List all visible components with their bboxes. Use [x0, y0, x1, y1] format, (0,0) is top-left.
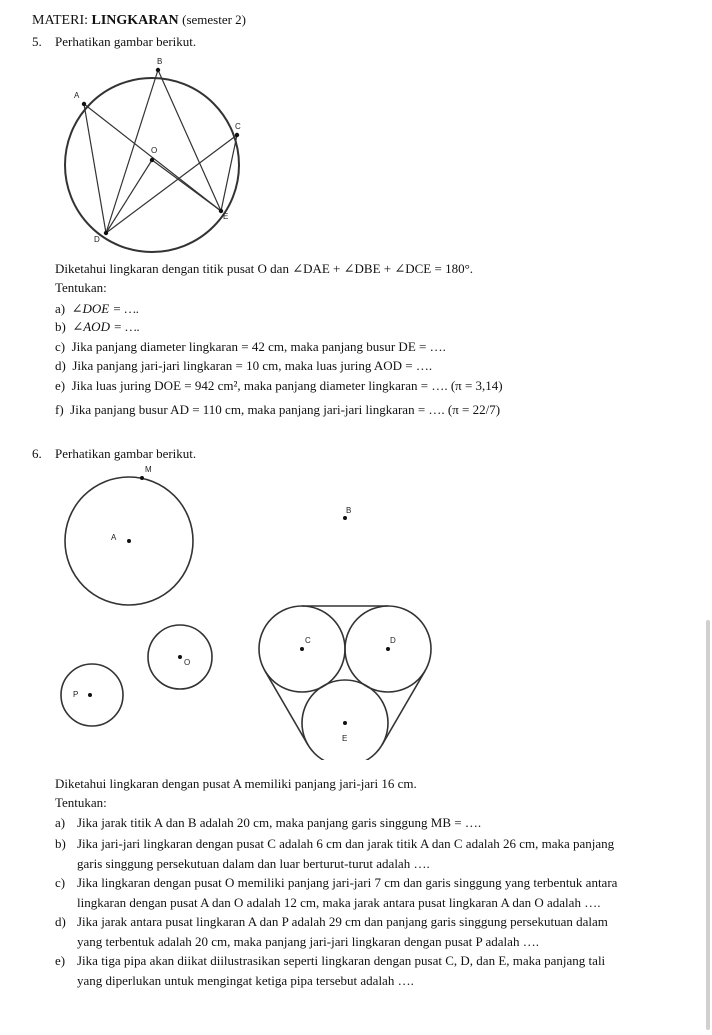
q6-label-P: P — [73, 690, 79, 699]
q5-line-CD — [106, 135, 237, 233]
q6-given: Diketahui lingkaran dengan pusat A memiliki panjang jari-jari 16 cm. — [55, 776, 417, 791]
q6-rope-left — [265, 671, 308, 745]
q5-label-B: B — [157, 57, 163, 66]
q6-tentukan: Tentukan: — [55, 795, 107, 810]
q6-label-E: E — [342, 734, 348, 743]
q5-point-O — [150, 158, 154, 162]
q6-number: 6. — [32, 446, 42, 461]
q6-point-C — [300, 647, 304, 651]
q5-line-OD — [106, 160, 152, 233]
q5-item-b: b) ∠AOD = …. — [55, 319, 141, 334]
q6-circles-figure — [55, 460, 440, 760]
q6-item-e: e) Jika tiga pipa akan diikat diilustrasikan seperti lingkaran dengan pusat C, D, dan E, maka panjang tali yang diperlukan untuk mengingat ketiga pipa tersebut adalah …. — [55, 953, 606, 988]
q6-point-P — [88, 693, 92, 697]
q6-item-c: c) Jika lingkaran dengan pusat O memiliki panjang jari-jari 7 cm dan garis singgung yang terbentuk antara lingkaran dengan pusat A dan O adalah 12 cm, maka jarak antara pusat lingkaran A dan O adalah …. — [55, 875, 618, 910]
q5-number: 5. — [32, 34, 42, 49]
q5-item-e: e) Jika luas juring DOE = 942 cm², maka panjang diameter lingkaran = …. (π = 3,14) — [55, 378, 503, 393]
q5-line-AD — [84, 104, 106, 233]
q5-line-OE — [152, 160, 221, 211]
q5-line-AE — [84, 104, 221, 211]
q6-point-O — [178, 655, 182, 659]
q5-label-C: C — [235, 122, 241, 131]
q5-given: Diketahui lingkaran dengan titik pusat O dan ∠DAE + ∠DBE + ∠DCE = 180°. — [55, 261, 474, 276]
vertical-scrollbar[interactable] — [706, 620, 710, 1030]
q5-item-a: a) ∠DOE = …. — [55, 301, 140, 316]
q6-label-C: C — [305, 636, 311, 645]
q5-intro: Perhatikan gambar berikut. — [55, 34, 197, 49]
q6-label-M: M — [145, 465, 152, 474]
q5-label-O: O — [151, 146, 158, 155]
q5-line-BE — [158, 70, 221, 211]
q5-point-A — [82, 102, 86, 106]
q6-label-O: O — [184, 658, 191, 667]
q5-item-f: f) Jika panjang busur AD = 110 cm, maka panjang jari-jari lingkaran = …. (π = 22/7) — [55, 402, 501, 417]
q6-point-E — [343, 721, 347, 725]
q6-intro: Perhatikan gambar berikut. — [55, 446, 197, 461]
q6-point-B — [343, 516, 347, 520]
q6-point-M — [140, 476, 144, 480]
q6-circle-E — [302, 680, 388, 760]
q6-item-d: d) Jika jarak antara pusat lingkaran A dan P adalah 29 cm dan panjang garis singgung persekutuan dalam yang terbentuk adalah 20 cm, maka panjang jari-jari lingkaran dengan pusat P adalah …. — [55, 914, 608, 949]
q5-point-B — [156, 68, 160, 72]
q6-point-A — [127, 539, 131, 543]
q5-point-D — [104, 231, 108, 235]
q5-label-E: E — [223, 212, 229, 221]
q5-line-CE — [221, 135, 237, 211]
page-header — [32, 12, 246, 29]
q5-point-C — [235, 133, 239, 137]
header-prefix: MATERI: — [32, 13, 88, 28]
q6-item-b: b) Jika jari-jari lingkaran dengan pusat C adalah 6 cm dan jarak titik A dan C adalah 26 cm, maka panjang garis singgung persekutuan dalam dan luar berturut-turut adalah …. — [55, 836, 615, 871]
q5-tentukan: Tentukan: — [55, 280, 107, 295]
q5-item-d: d) Jika panjang jari-jari lingkaran = 10 cm, maka luas juring AOD = …. — [55, 358, 433, 373]
q6-label-B: B — [346, 506, 352, 515]
q6-item-a: a) Jika jarak titik A dan B adalah 20 cm, maka panjang garis singgung MB = …. — [55, 815, 482, 830]
q5-circle-figure — [60, 55, 250, 255]
q6-rope-right — [382, 671, 425, 745]
q6-point-D — [386, 647, 390, 651]
q5-item-c: c) Jika panjang diameter lingkaran = 42 cm, maka panjang busur DE = …. — [55, 339, 446, 354]
q6-label-D: D — [390, 636, 396, 645]
q5-main-circle — [65, 78, 239, 252]
q6-label-A: A — [111, 533, 117, 542]
header-semester: (semester 2) — [182, 12, 247, 27]
q5-label-A: A — [74, 91, 80, 100]
q5-label-D: D — [94, 235, 100, 244]
header-topic: LINGKARAN — [91, 13, 179, 28]
